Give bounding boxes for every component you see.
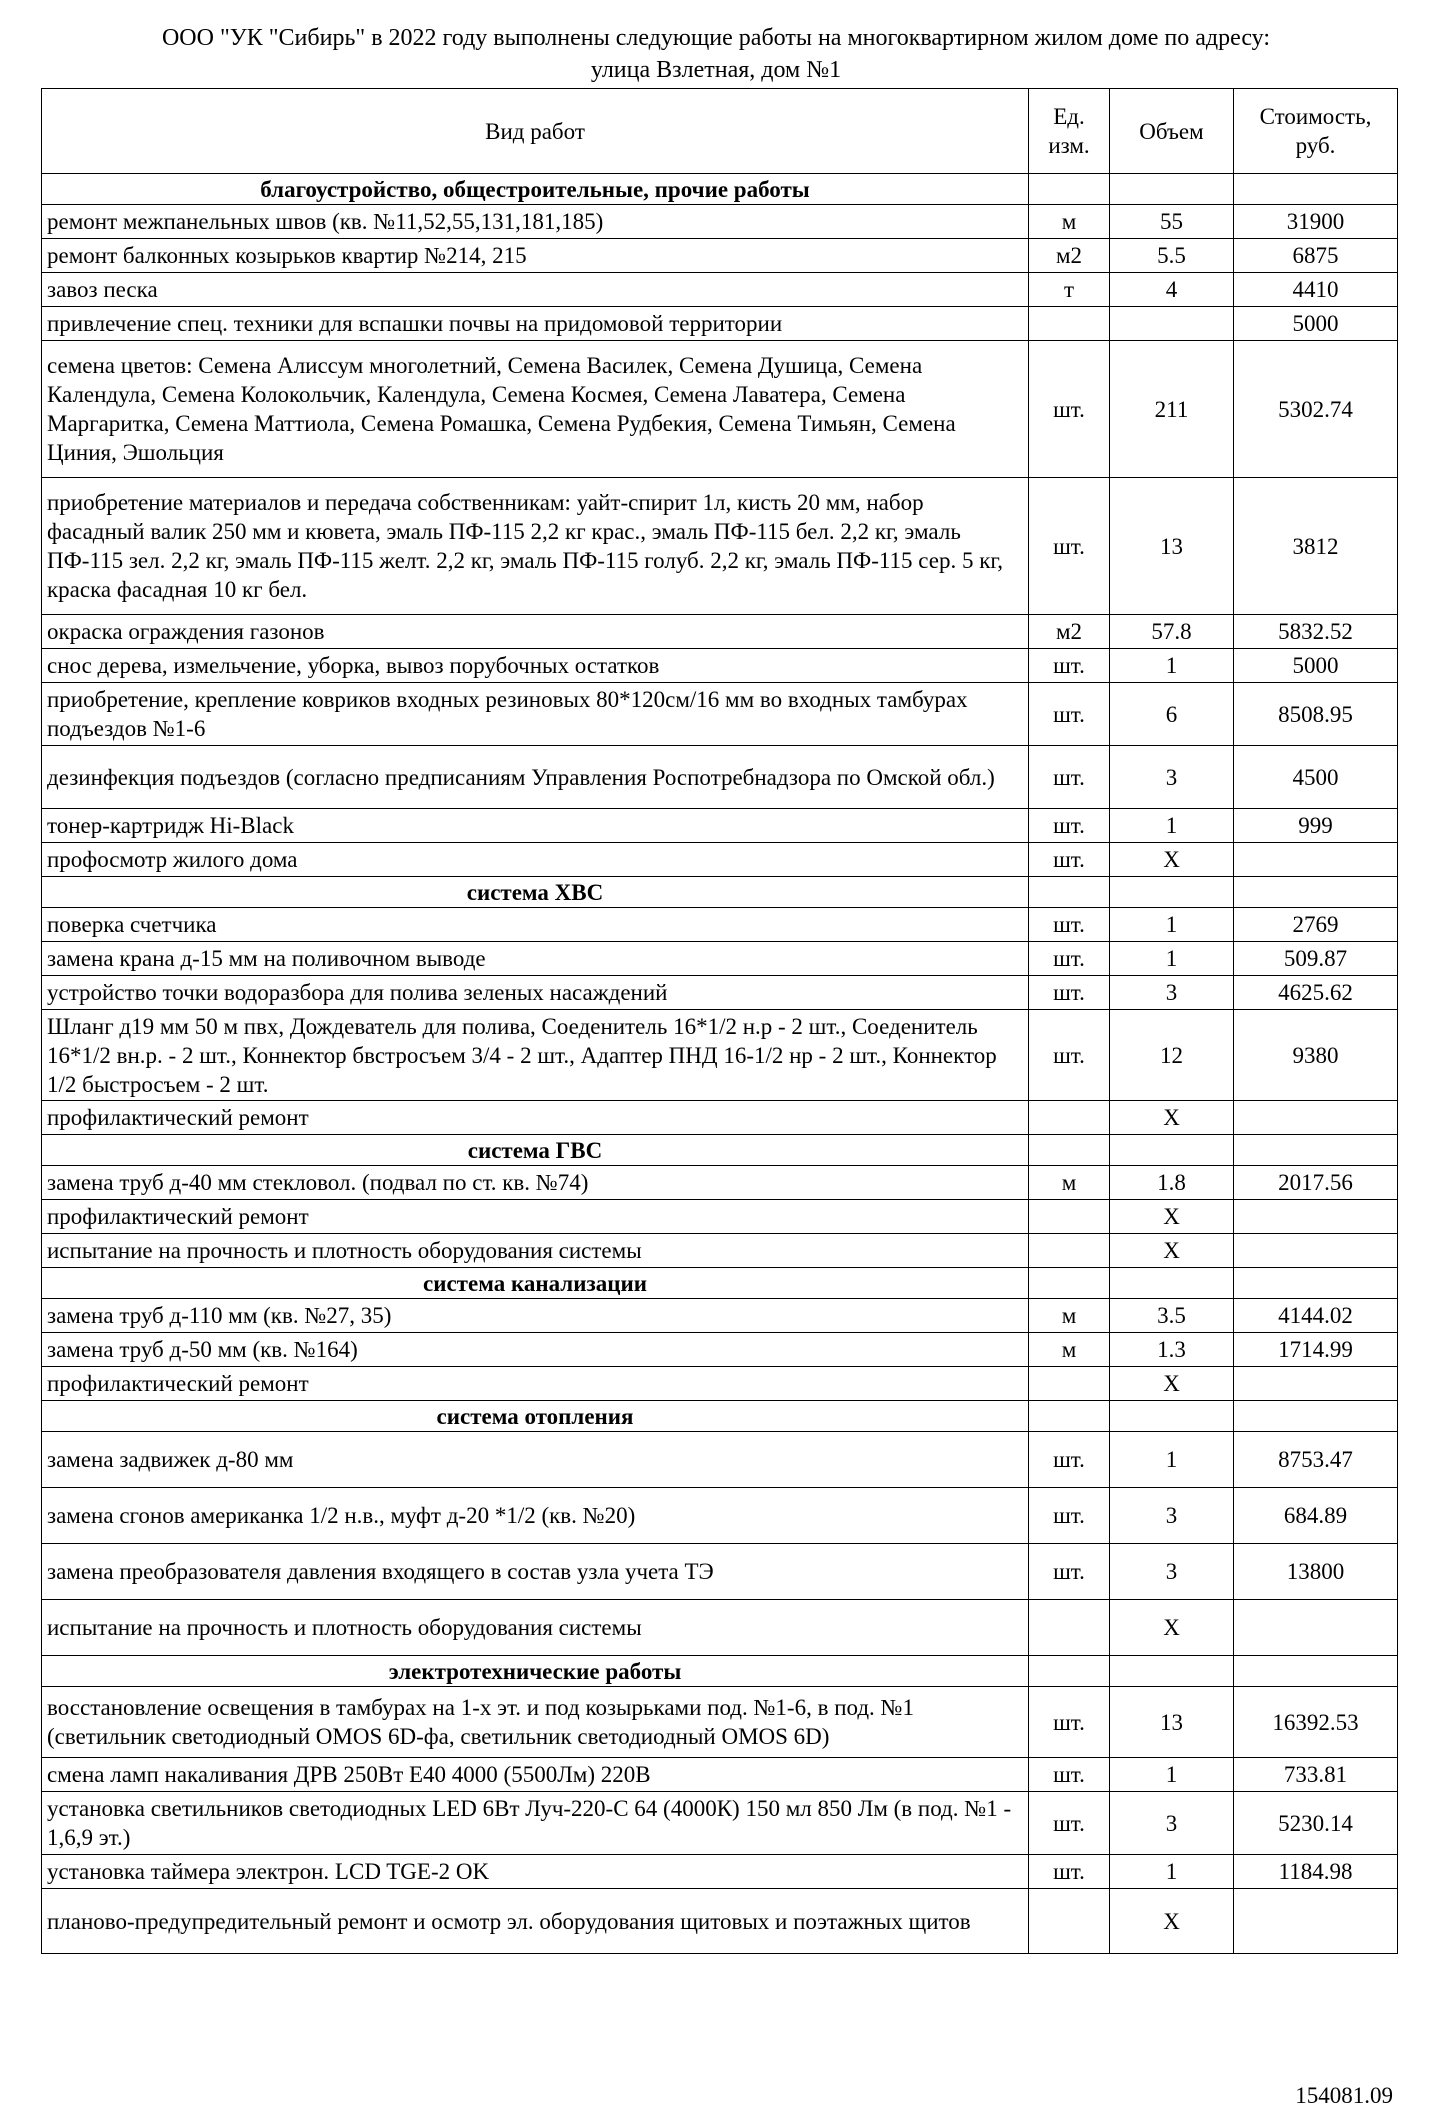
table-row xyxy=(42,1200,1398,1234)
cell-volume: 1 xyxy=(1110,649,1234,683)
cell-volume: 13 xyxy=(1110,1687,1234,1758)
cell-work: замена сгонов американка 1/2 н.в., муфт д-20 *1/2 (кв. №20) xyxy=(42,1488,1029,1544)
cell-unit: шт. xyxy=(1029,478,1110,615)
cell-work: окраска ограждения газонов xyxy=(42,615,1029,649)
cell-unit: шт. xyxy=(1029,341,1110,478)
cell-cost: 5832.52 xyxy=(1234,615,1398,649)
table-row xyxy=(42,1010,1398,1101)
cell-cost xyxy=(1234,1656,1398,1687)
cell-cost: 9380 xyxy=(1234,1010,1398,1101)
cell-cost xyxy=(1234,1135,1398,1166)
cell-work: планово-предупредительный ремонт и осмотр эл. оборудования щитовых и поэтажных щитов xyxy=(42,1889,1029,1954)
cell-work: ремонт балконных козырьков квартир №214, 215 xyxy=(42,239,1029,273)
cell-work: замена преобразователя давления входящего в состав узла учета ТЭ xyxy=(42,1544,1029,1600)
section-header-row xyxy=(42,1268,1398,1299)
cell-volume: 1 xyxy=(1110,1758,1234,1792)
cell-cost: 5000 xyxy=(1234,307,1398,341)
cell-cost xyxy=(1234,843,1398,877)
table-row xyxy=(42,273,1398,307)
cell-unit xyxy=(1029,307,1110,341)
section-header-row xyxy=(42,174,1398,205)
cell-unit: шт. xyxy=(1029,683,1110,746)
cell-volume: 1 xyxy=(1110,908,1234,942)
cell-cost xyxy=(1234,1101,1398,1135)
table-row xyxy=(42,1600,1398,1656)
cell-work: замена крана д-15 мм на поливочном выводе xyxy=(42,942,1029,976)
cell-cost xyxy=(1234,1234,1398,1268)
cell-work: семена цветов: Семена Алиссум многолетний, Семена Василек, Семена Душица, Семена Календула, Семена Колокольчик, Календула, Семена Космея, Семена Лаватера, Семена Маргаритка, Семена Маттиола, Семена Ромашка, Семена Рудбекия, Семена Тимьян, Семена Циния, Эшольция xyxy=(42,341,1029,478)
table-row xyxy=(42,1687,1398,1758)
cell-cost xyxy=(1234,1268,1398,1299)
table-row xyxy=(42,1367,1398,1401)
cell-unit: м xyxy=(1029,205,1110,239)
cell-work: завоз песка xyxy=(42,273,1029,307)
cell-work: снос дерева, измельчение, уборка, вывоз порубочных остатков xyxy=(42,649,1029,683)
table-row xyxy=(42,908,1398,942)
cell-cost: 509.87 xyxy=(1234,942,1398,976)
cell-cost: 3812 xyxy=(1234,478,1398,615)
header-unit: Ед. изм. xyxy=(1029,89,1110,174)
table-row xyxy=(42,1299,1398,1333)
cell-work: приобретение, крепление ковриков входных резиновых 80*120см/16 мм во входных тамбурах подъездов №1-6 xyxy=(42,683,1029,746)
table-row xyxy=(42,1544,1398,1600)
cell-unit xyxy=(1029,174,1110,205)
cell-unit xyxy=(1029,1656,1110,1687)
section-title: система канализации xyxy=(42,1268,1029,1299)
cell-volume: Х xyxy=(1110,1234,1234,1268)
works-table xyxy=(41,88,1398,1954)
cell-unit xyxy=(1029,1135,1110,1166)
cell-volume xyxy=(1110,1135,1234,1166)
title-line-1: ООО "УК "Сибирь" в 2022 году выполнены следующие работы на многоквартирном жилом доме по адресу: xyxy=(161,25,1271,51)
cell-volume xyxy=(1110,174,1234,205)
cell-cost: 4144.02 xyxy=(1234,1299,1398,1333)
cell-cost: 733.81 xyxy=(1234,1758,1398,1792)
cell-volume: 3 xyxy=(1110,1488,1234,1544)
cell-unit xyxy=(1029,1200,1110,1234)
cell-work: Шланг д19 мм 50 м пвх, Дождеватель для полива, Соеденитель 16*1/2 н.р - 2 шт., Соеденитель 16*1/2 вн.р. - 2 шт., Коннектор бвстросъем 3/4 - 2 шт., Адаптер ПНД 16-1/2 нр - 2 шт., Коннектор 1/2 быстросъем - 2 шт. xyxy=(42,1010,1029,1101)
section-title: система отопления xyxy=(42,1401,1029,1432)
table-row xyxy=(42,683,1398,746)
table-row xyxy=(42,1792,1398,1855)
cell-volume xyxy=(1110,1656,1234,1687)
cell-cost: 4410 xyxy=(1234,273,1398,307)
cell-volume: 57.8 xyxy=(1110,615,1234,649)
cell-cost: 8508.95 xyxy=(1234,683,1398,746)
cell-unit: м xyxy=(1029,1333,1110,1367)
cell-work: привлечение спец. техники для вспашки почвы на придомовой территории xyxy=(42,307,1029,341)
cell-cost: 8753.47 xyxy=(1234,1432,1398,1488)
cell-unit xyxy=(1029,1101,1110,1135)
table-row xyxy=(42,205,1398,239)
cell-unit xyxy=(1029,1268,1110,1299)
cell-work: замена труб д-40 мм стекловол. (подвал по ст. кв. №74) xyxy=(42,1166,1029,1200)
cell-unit: шт. xyxy=(1029,1544,1110,1600)
cell-cost: 2017.56 xyxy=(1234,1166,1398,1200)
cell-volume: 1 xyxy=(1110,809,1234,843)
cell-unit: шт. xyxy=(1029,1687,1110,1758)
cell-work: замена задвижек д-80 мм xyxy=(42,1432,1029,1488)
cell-work: испытание на прочность и плотность оборудования системы xyxy=(42,1600,1029,1656)
grand-total: 154081.09 xyxy=(1295,2083,1393,2108)
header-cost: Стоимость, руб. xyxy=(1234,89,1398,174)
cell-cost: 5302.74 xyxy=(1234,341,1398,478)
cell-volume: 1 xyxy=(1110,942,1234,976)
cell-volume: 3.5 xyxy=(1110,1299,1234,1333)
cell-volume: 1.3 xyxy=(1110,1333,1234,1367)
cell-cost xyxy=(1234,1200,1398,1234)
table-row xyxy=(42,239,1398,273)
cell-cost: 31900 xyxy=(1234,205,1398,239)
cell-volume xyxy=(1110,307,1234,341)
cell-cost: 5230.14 xyxy=(1234,1792,1398,1855)
table-row xyxy=(42,1333,1398,1367)
cell-volume: Х xyxy=(1110,843,1234,877)
cell-cost: 684.89 xyxy=(1234,1488,1398,1544)
section-header-row xyxy=(42,1135,1398,1166)
cell-cost: 5000 xyxy=(1234,649,1398,683)
cell-volume: Х xyxy=(1110,1600,1234,1656)
header-volume: Объем xyxy=(1110,89,1234,174)
cell-work: профосмотр жилого дома xyxy=(42,843,1029,877)
cell-cost xyxy=(1234,174,1398,205)
cell-unit: м2 xyxy=(1029,239,1110,273)
cell-work: ремонт межпанельных швов (кв. №11,52,55,131,181,185) xyxy=(42,205,1029,239)
cell-unit xyxy=(1029,1234,1110,1268)
table-row xyxy=(42,942,1398,976)
table-row xyxy=(42,307,1398,341)
table-row xyxy=(42,649,1398,683)
cell-volume: 3 xyxy=(1110,1792,1234,1855)
table-row xyxy=(42,746,1398,809)
cell-unit xyxy=(1029,877,1110,908)
cell-volume: 3 xyxy=(1110,746,1234,809)
table-row xyxy=(42,976,1398,1010)
cell-unit: шт. xyxy=(1029,942,1110,976)
cell-volume xyxy=(1110,1401,1234,1432)
cell-volume: 13 xyxy=(1110,478,1234,615)
table-row xyxy=(42,478,1398,615)
cell-unit xyxy=(1029,1401,1110,1432)
section-header-row xyxy=(42,1401,1398,1432)
cell-work: профилактический ремонт xyxy=(42,1367,1029,1401)
cell-volume: 4 xyxy=(1110,273,1234,307)
cell-cost: 16392.53 xyxy=(1234,1687,1398,1758)
cell-cost: 2769 xyxy=(1234,908,1398,942)
cell-unit: т xyxy=(1029,273,1110,307)
cell-unit: м2 xyxy=(1029,615,1110,649)
table-row xyxy=(42,1889,1398,1954)
table-body xyxy=(42,174,1398,1954)
cell-cost: 13800 xyxy=(1234,1544,1398,1600)
cell-unit: шт. xyxy=(1029,976,1110,1010)
cell-unit xyxy=(1029,1600,1110,1656)
cell-volume: Х xyxy=(1110,1889,1234,1954)
cell-volume: 1 xyxy=(1110,1855,1234,1889)
cell-unit: шт. xyxy=(1029,809,1110,843)
table-row xyxy=(42,1432,1398,1488)
cell-work: установка таймера электрон. LCD TGE-2 OK xyxy=(42,1855,1029,1889)
cell-unit: шт. xyxy=(1029,843,1110,877)
cell-cost: 4625.62 xyxy=(1234,976,1398,1010)
cell-unit: шт. xyxy=(1029,1792,1110,1855)
cell-work: установка светильников светодиодных LED 6Вт Луч-220-С 64 (4000К) 150 мл 850 Лм (в под. №1 - 1,6,9 эт.) xyxy=(42,1792,1029,1855)
cell-cost: 999 xyxy=(1234,809,1398,843)
cell-unit: м xyxy=(1029,1166,1110,1200)
cell-volume xyxy=(1110,877,1234,908)
title-line-2: улица Взлетная, дом №1 xyxy=(590,57,842,83)
cell-volume: 1.8 xyxy=(1110,1166,1234,1200)
cell-unit xyxy=(1029,1367,1110,1401)
cell-cost xyxy=(1234,1401,1398,1432)
cell-unit: шт. xyxy=(1029,649,1110,683)
table-row xyxy=(42,341,1398,478)
table-row xyxy=(42,1488,1398,1544)
table-row xyxy=(42,809,1398,843)
cell-volume: Х xyxy=(1110,1101,1234,1135)
cell-volume: 12 xyxy=(1110,1010,1234,1101)
cell-work: тонер-картридж Hi-Black xyxy=(42,809,1029,843)
cell-unit: м xyxy=(1029,1299,1110,1333)
cell-work: смена ламп накаливания ДРВ 250Вт Е40 4000 (5500Лм) 220В xyxy=(42,1758,1029,1792)
table-row xyxy=(42,1101,1398,1135)
cell-volume: 3 xyxy=(1110,1544,1234,1600)
cell-cost: 6875 xyxy=(1234,239,1398,273)
cell-unit: шт. xyxy=(1029,1488,1110,1544)
cell-cost xyxy=(1234,1367,1398,1401)
cell-volume: 211 xyxy=(1110,341,1234,478)
cell-volume: Х xyxy=(1110,1367,1234,1401)
cell-work: профилактический ремонт xyxy=(42,1200,1029,1234)
cell-work: приобретение материалов и передача собственникам: уайт-спирит 1л, кисть 20 мм, набор фасадный валик 250 мм и кювета, эмаль ПФ-115 2,2 кг крас., эмаль ПФ-115 бел. 2,2 кг, эмаль ПФ-115 зел. 2,2 кг, эмаль ПФ-115 желт. 2,2 кг, эмаль ПФ-115 голуб. 2,2 кг, эмаль ПФ-115 сер. 5 кг, краска фасадная 10 кг бел. xyxy=(42,478,1029,615)
cell-cost: 4500 xyxy=(1234,746,1398,809)
cell-volume: Х xyxy=(1110,1200,1234,1234)
table-row xyxy=(42,1758,1398,1792)
section-header-row xyxy=(42,1656,1398,1687)
cell-work: замена труб д-110 мм (кв. №27, 35) xyxy=(42,1299,1029,1333)
table-row xyxy=(42,1855,1398,1889)
cell-unit: шт. xyxy=(1029,746,1110,809)
cell-work: поверка счетчика xyxy=(42,908,1029,942)
cell-work: испытание на прочность и плотность оборудования системы xyxy=(42,1234,1029,1268)
cell-work: замена труб д-50 мм (кв. №164) xyxy=(42,1333,1029,1367)
table-row xyxy=(42,1234,1398,1268)
cell-cost xyxy=(1234,1889,1398,1954)
cell-cost: 1714.99 xyxy=(1234,1333,1398,1367)
section-title: благоустройство, общестроительные, прочие работы xyxy=(42,174,1029,205)
header-work: Вид работ xyxy=(42,89,1029,174)
cell-unit: шт. xyxy=(1029,1855,1110,1889)
cell-unit: шт. xyxy=(1029,1010,1110,1101)
cell-work: профилактический ремонт xyxy=(42,1101,1029,1135)
table-header-row xyxy=(42,89,1398,174)
document-title xyxy=(0,22,1432,86)
cell-unit xyxy=(1029,1889,1110,1954)
section-header-row xyxy=(42,877,1398,908)
table-row xyxy=(42,615,1398,649)
cell-volume xyxy=(1110,1268,1234,1299)
cell-unit: шт. xyxy=(1029,1758,1110,1792)
section-title: система ГВС xyxy=(42,1135,1029,1166)
section-title: система ХВС xyxy=(42,877,1029,908)
cell-work: дезинфекция подъездов (согласно предписаниям Управления Роспотребнадзора по Омской обл.) xyxy=(42,746,1029,809)
table-row xyxy=(42,843,1398,877)
cell-volume: 3 xyxy=(1110,976,1234,1010)
cell-work: восстановление освещения в тамбурах на 1-х эт. и под козырьками под. №1-6, в под. №1 (светильник светодиодный OMOS 6D-фа, светильник светодиодный OMOS 6D) xyxy=(42,1687,1029,1758)
cell-volume: 6 xyxy=(1110,683,1234,746)
cell-unit: шт. xyxy=(1029,908,1110,942)
cell-cost: 1184.98 xyxy=(1234,1855,1398,1889)
cell-work: устройство точки водоразбора для полива зеленых насаждений xyxy=(42,976,1029,1010)
section-title: электротехнические работы xyxy=(42,1656,1029,1687)
cell-volume: 55 xyxy=(1110,205,1234,239)
table-row xyxy=(42,1166,1398,1200)
cell-volume: 1 xyxy=(1110,1432,1234,1488)
cell-cost xyxy=(1234,877,1398,908)
cell-volume: 5.5 xyxy=(1110,239,1234,273)
cell-unit: шт. xyxy=(1029,1432,1110,1488)
cell-cost xyxy=(1234,1600,1398,1656)
